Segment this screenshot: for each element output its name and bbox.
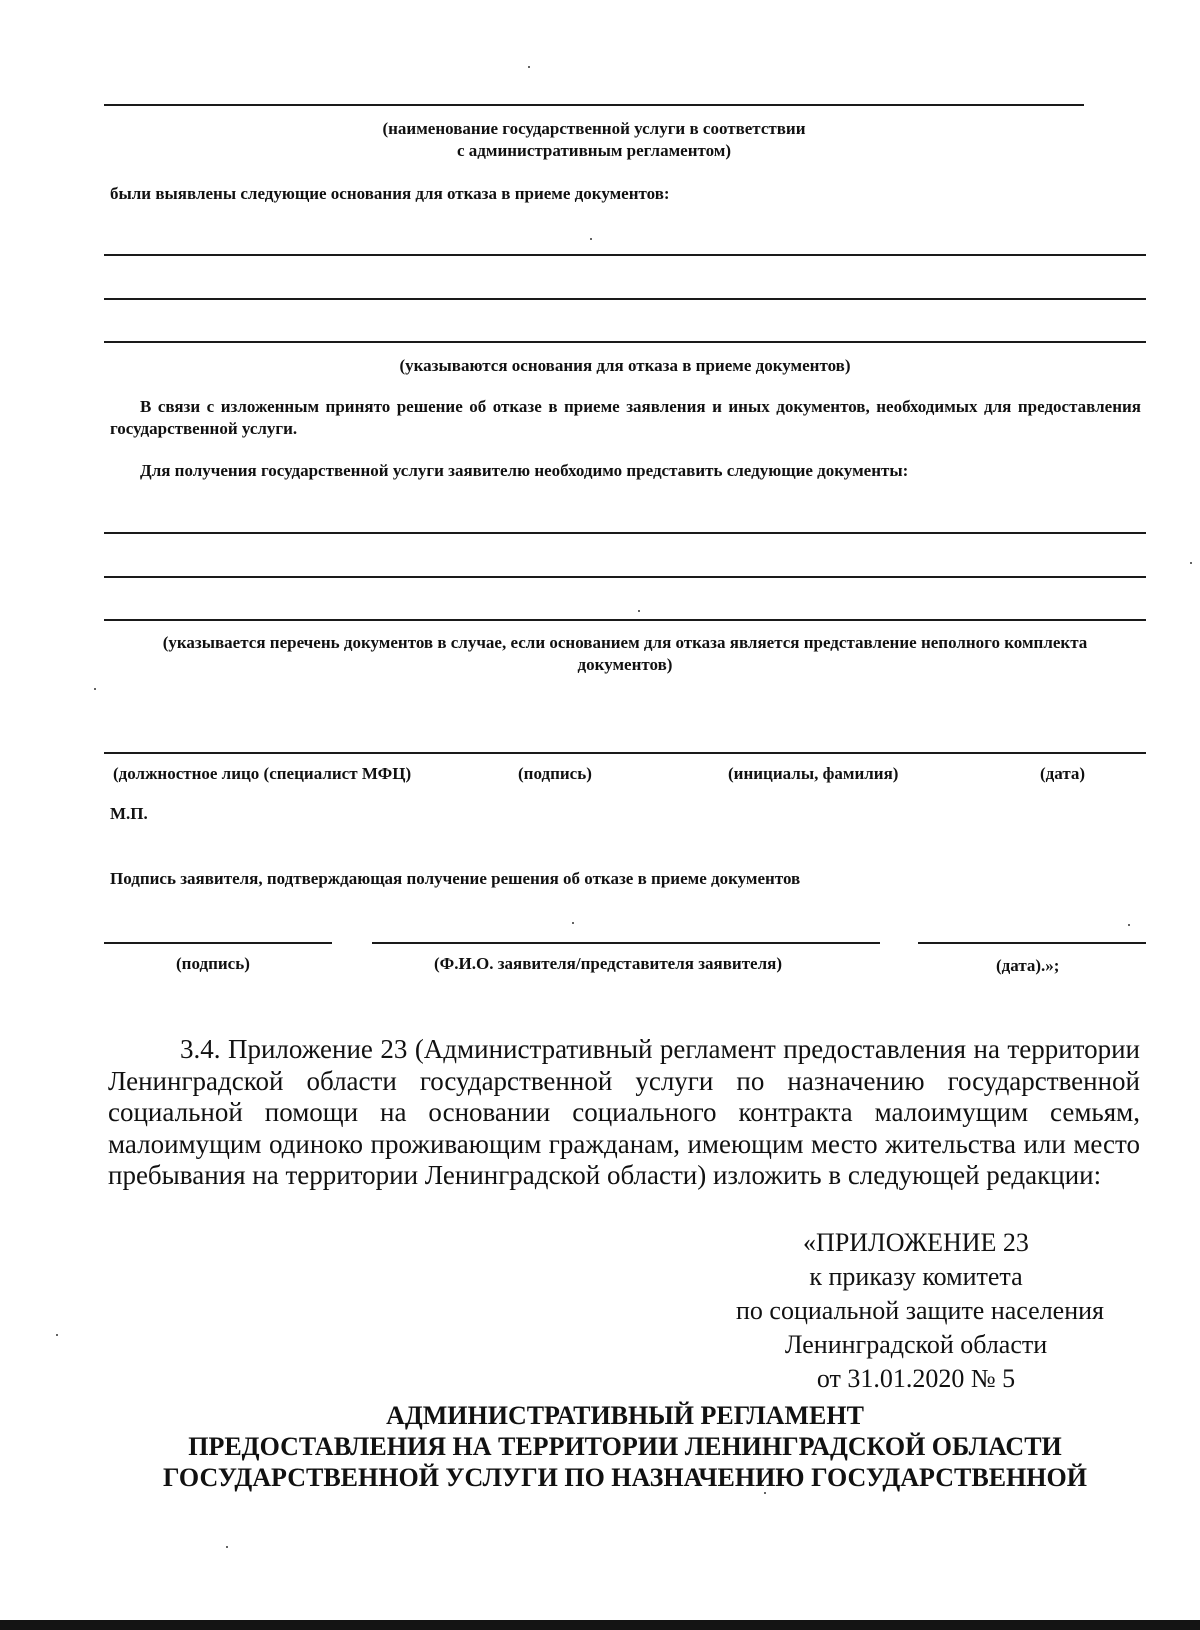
service-name-caption — [104, 118, 1084, 162]
annex-line-committee: по социальной защите населения — [735, 1296, 1104, 1325]
applicant-signature-line — [104, 942, 332, 944]
heading-line1: АДМИНИСТРАТИВНЫЙ РЕГЛАМЕНТ — [386, 1401, 864, 1430]
decision-text: В связи с изложенным принято решение об отказе в приеме заявления и иных документов, необходимых для предоставления государственной услуги. — [110, 397, 1141, 438]
grounds-field-line-2 — [104, 298, 1146, 300]
applicant-signature-label: (подпись) — [176, 954, 250, 973]
annex-line-order: к приказу комитета — [809, 1262, 1023, 1291]
docs-field-line-3 — [104, 619, 1146, 621]
annex-title: «ПРИЛОЖЕНИЕ 23 — [803, 1228, 1029, 1257]
annex-line-date: от 31.01.2020 № 5 — [816, 1364, 1016, 1393]
scan-speck — [94, 688, 96, 690]
annex-block — [700, 1226, 1140, 1396]
grounds-caption: (указываются основания для отказа в приеме документов) — [399, 356, 851, 375]
scan-speck — [1128, 924, 1130, 926]
service-name-field-line — [104, 104, 1084, 106]
official-position-label: (должностное лицо (специалист МФЦ) — [113, 764, 412, 783]
applicant-date-label: (дата).»; — [996, 956, 1060, 975]
service-caption-line2: с административным регламентом) — [456, 141, 732, 160]
scan-speck — [638, 610, 640, 612]
docs-intro: Для получения государственной услуги заявителю необходимо представить следующие документы: — [140, 461, 909, 480]
scan-edge-bar — [0, 1620, 1200, 1630]
official-signature-label: (подпись) — [518, 764, 592, 783]
official-initials-label: (инициалы, фамилия) — [728, 764, 899, 783]
regulation-heading — [104, 1400, 1146, 1493]
scan-speck — [1190, 562, 1192, 564]
scan-speck — [590, 238, 592, 240]
applicant-name-label: (Ф.И.О. заявителя/представителя заявителя) — [434, 954, 782, 973]
grounds-field-line-3 — [104, 341, 1146, 343]
scan-speck — [56, 1334, 58, 1336]
applicant-date-line — [918, 942, 1146, 944]
docs-caption-line1: (указывается перечень документов в случае, если основанием для отказа является представление неполного комплекта — [162, 633, 1088, 652]
applicant-statement: Подпись заявителя, подтверждающая получение решения об отказе в приеме документов — [110, 869, 801, 888]
docs-caption — [104, 632, 1146, 676]
scan-speck — [226, 1546, 228, 1548]
heading-line3: ГОСУДАРСТВЕННОЙ УСЛУГИ ПО НАЗНАЧЕНИЮ ГОСУДАРСТВЕННОЙ — [163, 1463, 1087, 1492]
scan-speck — [528, 66, 530, 68]
docs-caption-line2: документов) — [577, 655, 673, 674]
official-date-label: (дата) — [1040, 764, 1086, 783]
applicant-name-line — [372, 942, 880, 944]
scan-speck — [572, 922, 574, 924]
amendment-paragraph: 3.4. Приложение 23 (Административный регламент предоставления на территории Ленинградской области государственной услуги по назначению государственной социальной помощи на основании социального контракта малоимущим семьям, малоимущим одиноко проживающим гражданам, имеющим место жительства или место пребывания на территории Ленинградской области) изложить в следующей редакции: — [108, 1034, 1140, 1190]
docs-field-line-2 — [104, 576, 1146, 578]
official-signature-line — [104, 752, 1146, 754]
service-caption-line1: (наименование государственной услуги в соответствии — [382, 119, 806, 138]
annex-line-region: Ленинградской области — [784, 1330, 1048, 1359]
grounds-intro: были выявлены следующие основания для отказа в приеме документов: — [110, 184, 670, 203]
grounds-field-line-1 — [104, 254, 1146, 256]
docs-field-line-1 — [104, 532, 1146, 534]
heading-line2: ПРЕДОСТАВЛЕНИЯ НА ТЕРРИТОРИИ ЛЕНИНГРАДСКОЙ ОБЛАСТИ — [188, 1432, 1062, 1461]
scan-speck — [764, 1492, 766, 1494]
stamp-mark: М.П. — [110, 804, 148, 823]
